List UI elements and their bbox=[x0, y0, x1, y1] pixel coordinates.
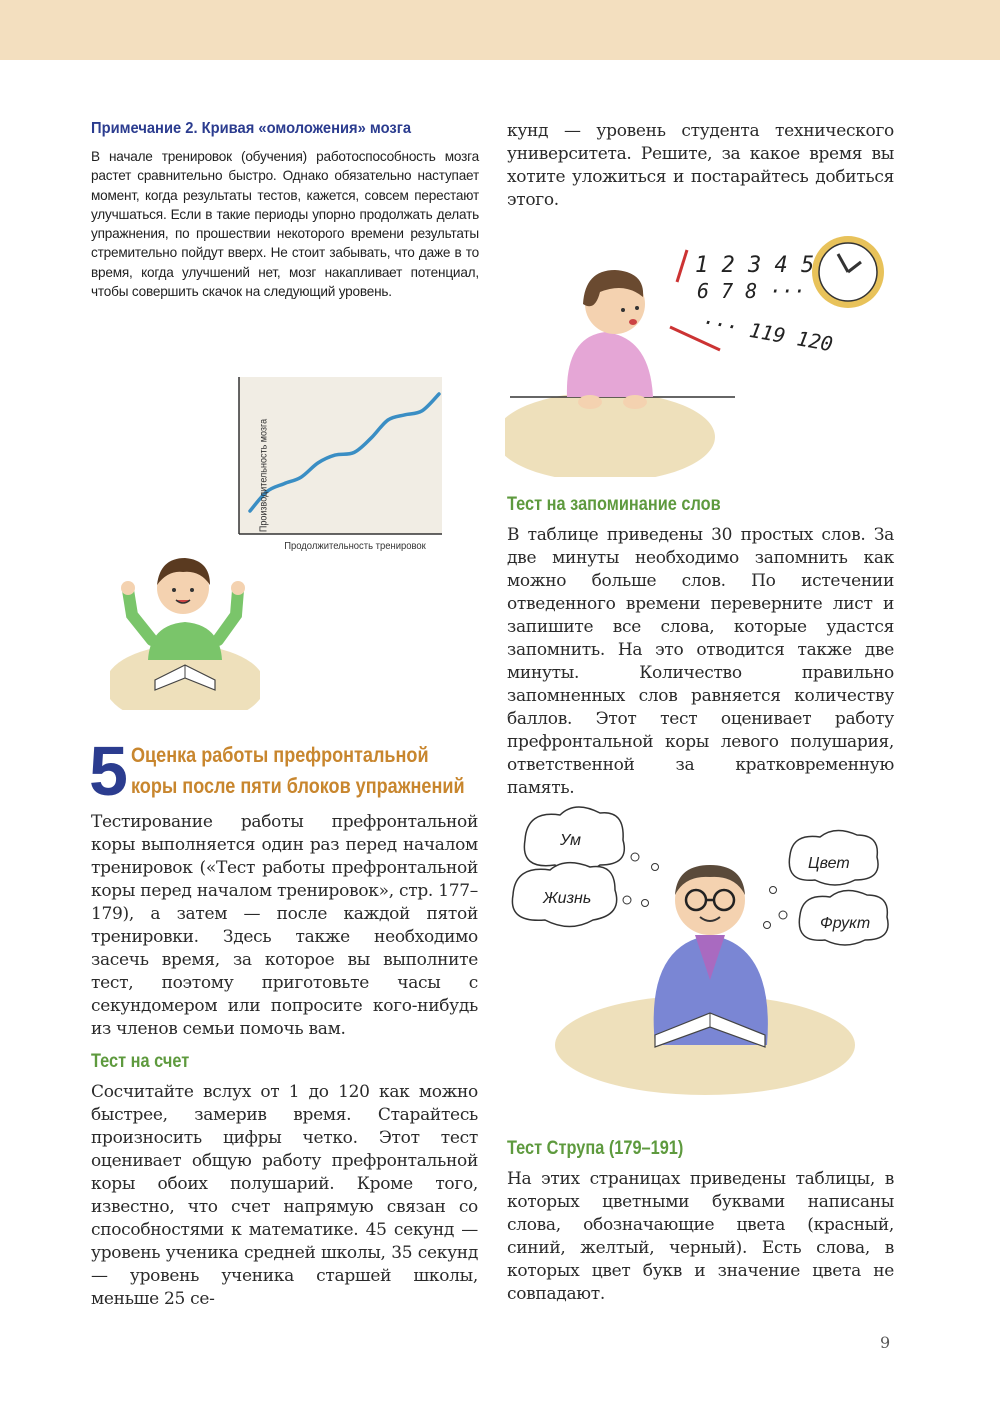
x-axis-label: Продолжительность тренировок bbox=[284, 540, 426, 552]
clock-icon bbox=[812, 236, 884, 308]
section-title-line1: Оценка работы префронтальной bbox=[131, 744, 429, 767]
words-test-heading: Тест на запоминание слов bbox=[507, 494, 721, 515]
boy-reading-illustration bbox=[110, 540, 260, 710]
top-band bbox=[0, 0, 1000, 60]
words-test-text: В таблице приведены 30 простых слов. За две минуты необходимо запомнить как можно больше слов. По истечении отведенного времени переверните лист и запишите все слова, которые удастся запомнить. На это отводится также две минуты. Количество правильно запомненных слов равняется количеству баллов. Этот тест оценивает работу префронтальной коры левого полушария, ответственной за кратковременную память. bbox=[507, 525, 894, 798]
man-thinking-illustration bbox=[505, 795, 900, 1105]
count-test-continued: кунд — уровень студента технического университета. Решите, за какое время вы хотите уложиться и постарайтесь добиться этого. bbox=[507, 121, 894, 210]
section-title bbox=[131, 740, 475, 802]
section-title-line2: коры после пяти блоков упражнений bbox=[131, 775, 465, 798]
count-test-text: Сосчитайте вслух от 1 до 120 как можно быстрее, замерив время. Старайтесь произносить цифры четко. Этот тест оценивает общую работу префронтальной коры обоих полушарий. Кроме того, известно, что счет напрямую связан со способностями к математике. 45 секунд — уровень ученика средней школы, 35 секунд — уровень ученика старшей школы, меньше 25 се- bbox=[91, 1082, 478, 1309]
thought-bubble-3 bbox=[789, 830, 878, 885]
stroop-test-heading: Тест Струпа (179–191) bbox=[507, 1138, 684, 1159]
numbers-line2: 6 7 8 ··· bbox=[697, 279, 806, 303]
numbers-line1: 1 2 3 4 5 bbox=[695, 253, 815, 278]
bubble-text-2: Жизнь bbox=[543, 890, 592, 907]
note-text: В начале тренировок (обучения) работоспособность мозга растет сравнительно быстро. Однако обязательно наступает момент, когда результаты тестов, кажется, совсем перестают улучшаться. Если в такие периоды упорно продолжать делать упражнения, по прошествии некоторого времени результаты стремительно пойдут вверх. Не стоит забывать, что даже в то время, когда улучшений нет, мозг накапливает потенциал, чтобы совершить скачок на следующий уровень. bbox=[91, 149, 479, 300]
y-axis-label: Производительность мозга bbox=[258, 418, 270, 533]
count-test-heading: Тест на счет bbox=[91, 1051, 190, 1072]
stroop-test-text: На этих страницах приведены таблицы, в которых цветными буквами написаны слова, обозначающие цвета (красный, синий, желтый, черный). Есть слова, в которых цвет букв и значение цвета не совпадают. bbox=[507, 1169, 894, 1304]
section-number: 5 bbox=[89, 732, 128, 810]
note-title: Примечание 2. Кривая «омоложения» мозга bbox=[91, 120, 412, 137]
thought-bubble-2 bbox=[512, 863, 616, 927]
woman-counting-illustration bbox=[505, 232, 900, 477]
section5-text: Тестирование работы префронтальной коры выполняется один раз перед началом тренировок («Тест работы префронтальной коры перед началом тренировок», стр. 177–179), а затем — после каждой пятой тренировки. Здесь также необходимо засечь время, за которое вы выполните тест, поэтому приготовьте часы с секундомером или попросите кого-нибудь из членов семьи помочь вам. bbox=[91, 812, 478, 1039]
bubble-text-1: Ум bbox=[560, 832, 582, 849]
bubble-text-4: Фрукт bbox=[820, 915, 871, 932]
thought-bubble-4 bbox=[799, 890, 888, 945]
numbers-line3: ··· 119 120 bbox=[700, 309, 835, 357]
bubble-text-3: Цвет bbox=[808, 855, 850, 872]
page-number: 9 bbox=[880, 1333, 891, 1352]
